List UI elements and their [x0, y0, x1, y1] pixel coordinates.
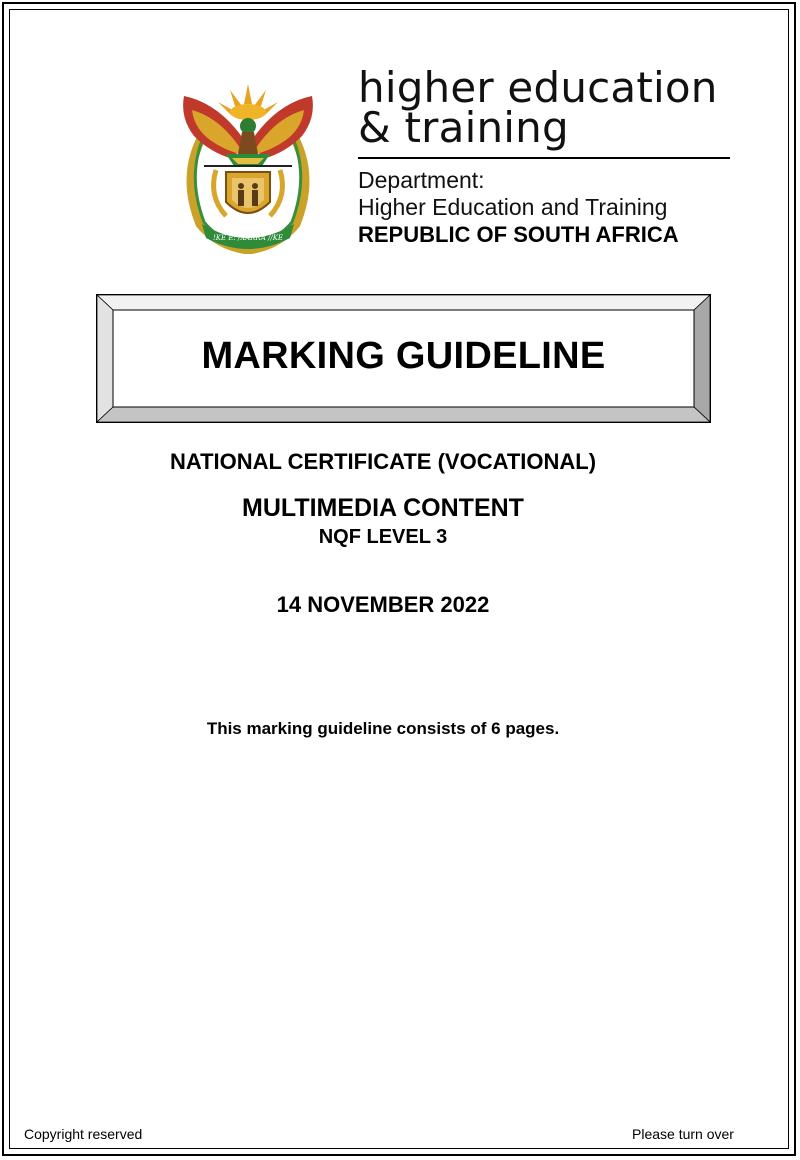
exam-date: 14 NOVEMBER 2022 [276, 592, 490, 617]
footer-turn-over: Please turn over [632, 1126, 734, 1142]
country-name: REPUBLIC OF SOUTH AFRICA [358, 222, 679, 247]
certificate-name: NATIONAL CERTIFICATE (VOCATIONAL) [169, 449, 597, 474]
page-count-note: This marking guideline consists of 6 pages. [206, 719, 560, 738]
footer-copyright: Copyright reserved [24, 1126, 143, 1142]
coat-of-arms-logo [170, 74, 326, 254]
brand-wordmark [358, 63, 738, 152]
brand-line-2: & training [358, 103, 569, 152]
brand-divider [358, 157, 730, 159]
department-name: Higher Education and Training [358, 194, 668, 220]
title-frame [96, 294, 711, 423]
brand-line-1: higher education [358, 63, 718, 112]
subject-name: MULTIMEDIA CONTENT [242, 494, 524, 522]
svg-text:!KE E: /XARRA //KE: !KE E: /XARRA //KE [212, 234, 284, 242]
department-label: Department: [358, 167, 485, 193]
department-block [358, 167, 758, 248]
document-title: MARKING GUIDELINE [201, 335, 606, 377]
nqf-level: NQF LEVEL 3 [318, 526, 448, 548]
